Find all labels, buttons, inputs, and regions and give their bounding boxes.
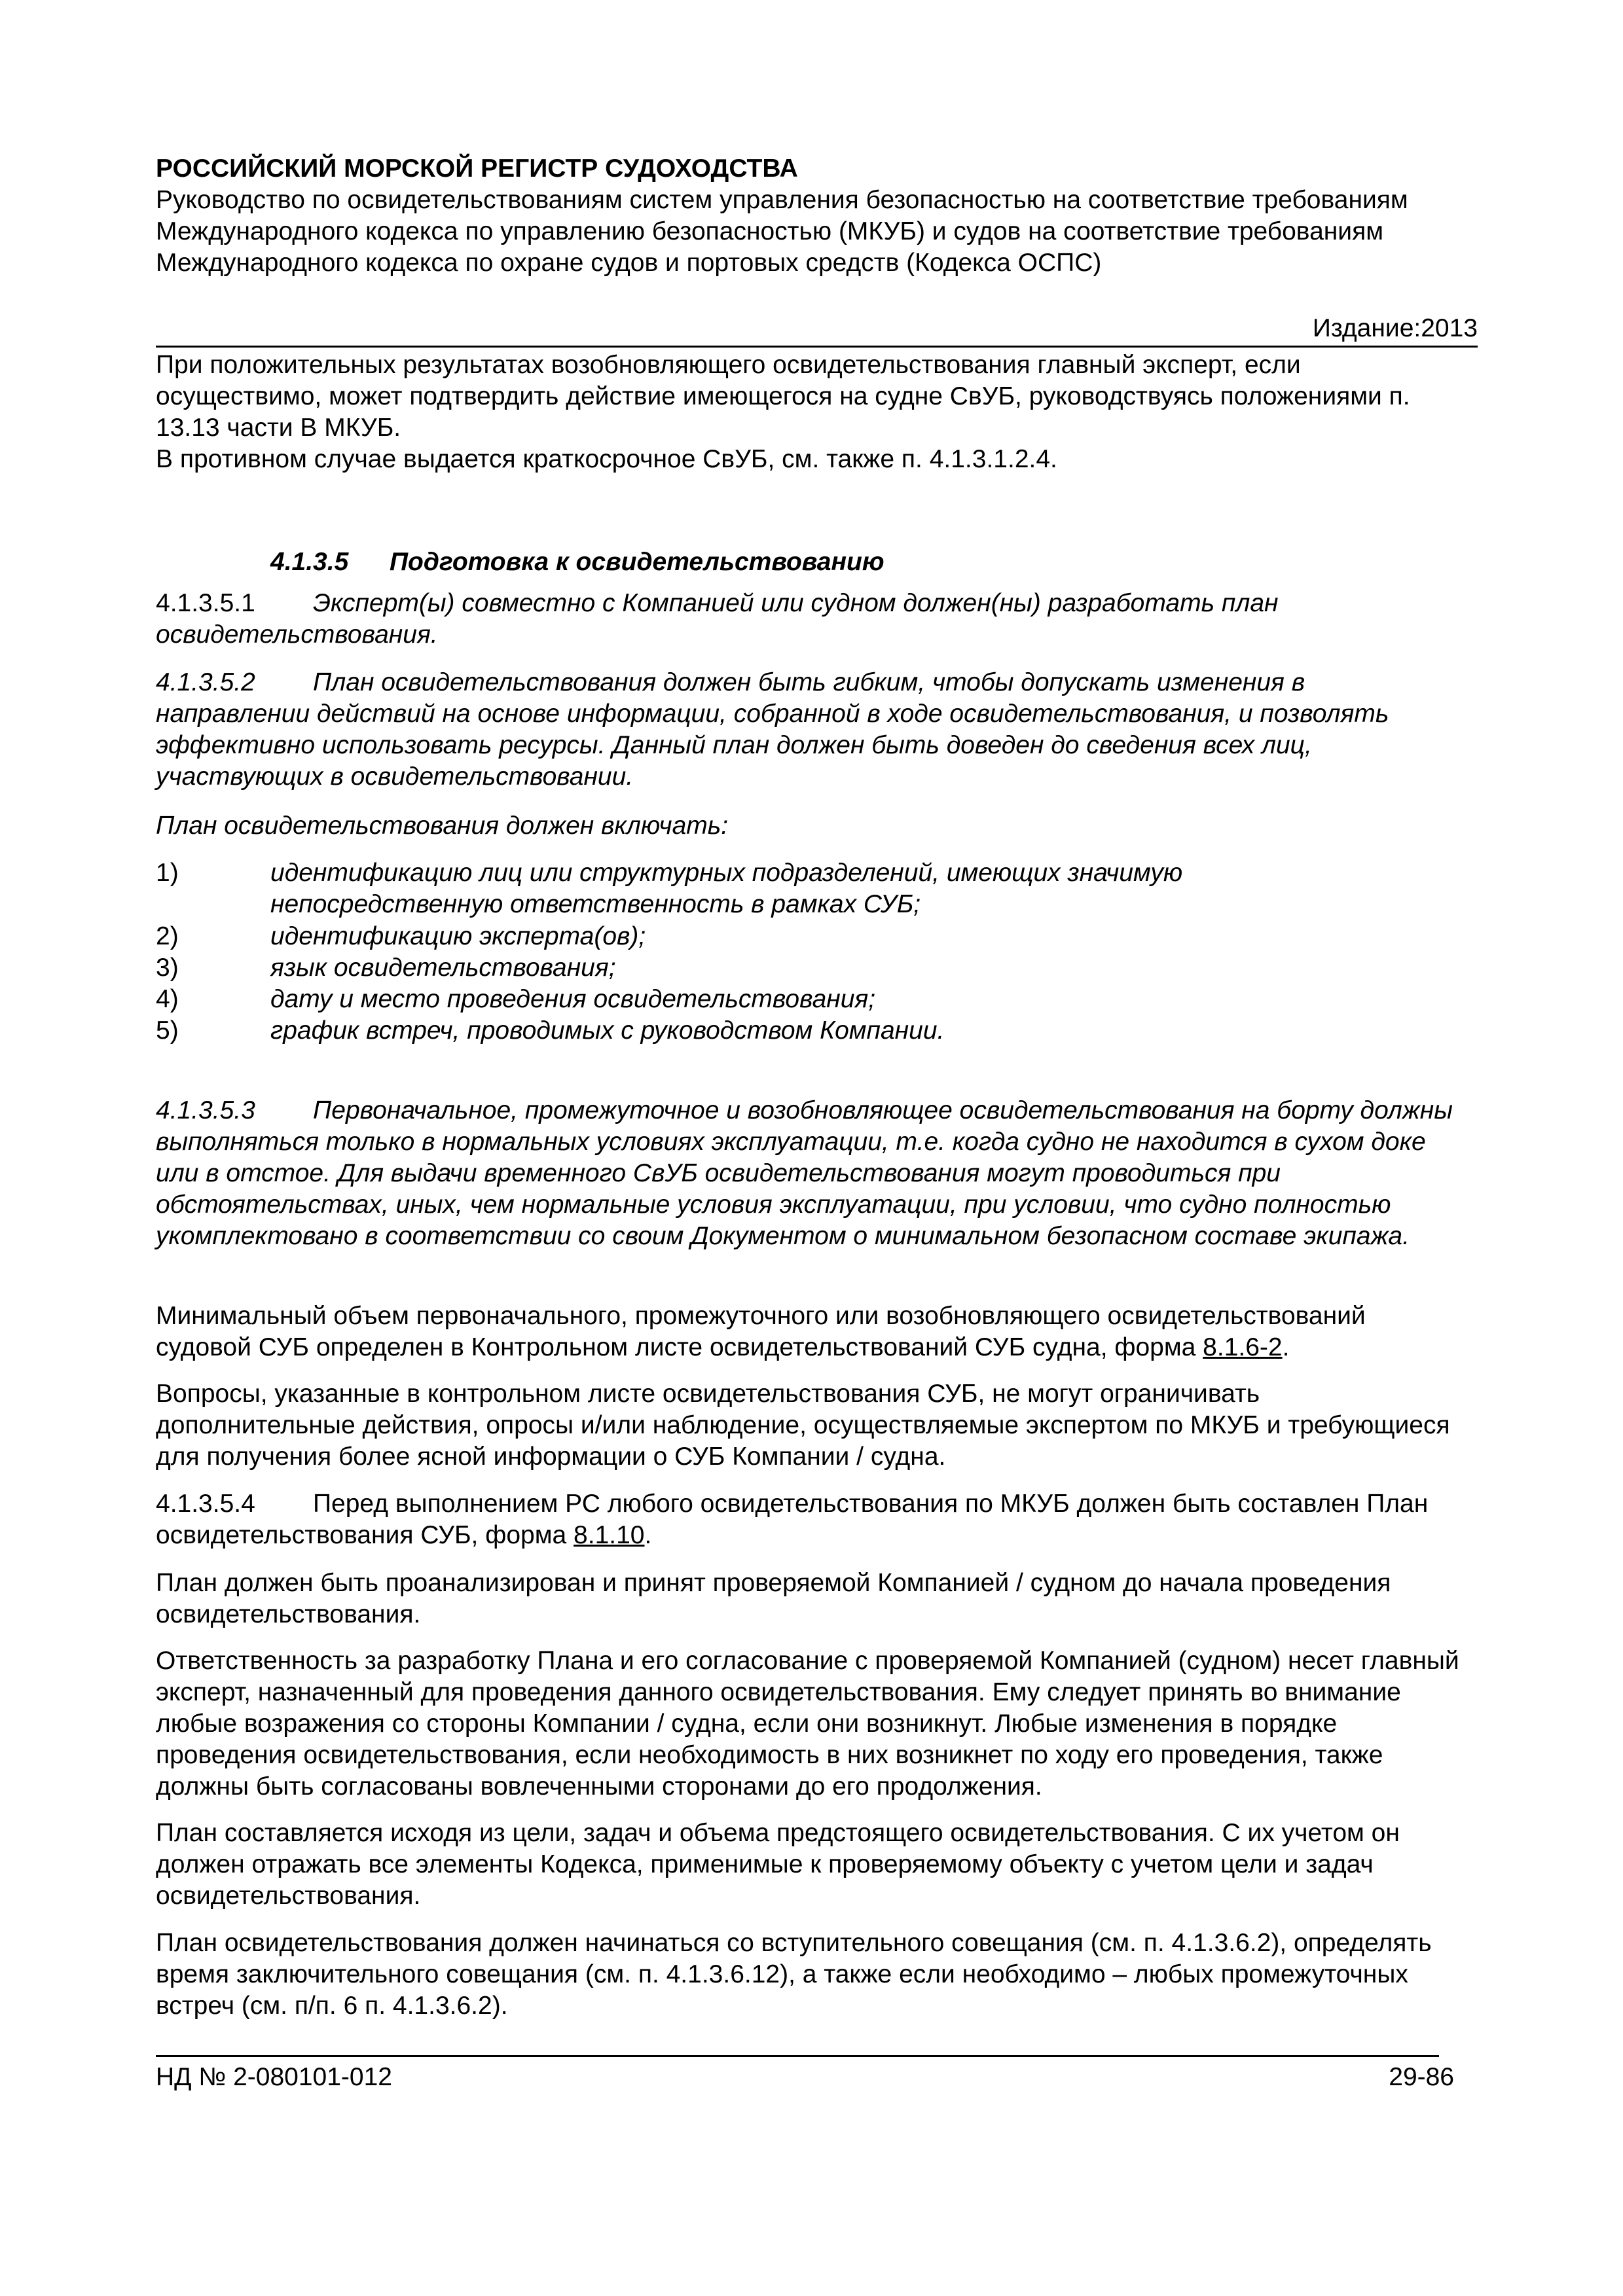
list-item-text: идентификацию лиц или структурных подразделений, имеющих значимую непосредственную ответственность в рамках СУБ; — [270, 859, 1183, 918]
paragraph-4-1-3-5-2 — [156, 667, 1465, 793]
plan-intro: План освидетельствования должен включать: — [156, 812, 729, 840]
section-number: 4.1.3.5 — [270, 548, 349, 576]
paragraph-number: 4.1.3.5.4 — [156, 1490, 255, 1518]
list-item-number: 4) — [156, 985, 179, 1013]
paragraph-number: 4.1.3.5.1 — [156, 589, 255, 617]
questions-paragraph: Вопросы, указанные в контрольном листе освидетельствования СУБ, не могут ограничивать дополнительные действия, опросы и/или наблюдение, осуществляемые экспертом по МКУБ и требующиеся для получения более ясной информации о СУБ Компании / судна. — [156, 1380, 1450, 1471]
paragraph-number: 4.1.3.5.3 — [156, 1096, 255, 1124]
footer-divider — [156, 2055, 1439, 2057]
plan-analyzed-paragraph: План должен быть проанализирован и принят проверяемой Компанией / судном до начала проведения освидетельствования. — [156, 1569, 1391, 1628]
intro-paragraph-1: При положительных результатах возобновляющего освидетельствования главный эксперт, если осуществимо, может подтвердить действие имеющегося на судне СвУБ, руководствуясь положениями п. 13.13 части В МКУБ. — [156, 351, 1410, 442]
list-item-text: график встреч, проводимых с руководством Компании. — [270, 1016, 945, 1045]
paragraph-4-1-3-5-3 — [156, 1095, 1465, 1252]
list-item-text: идентификацию эксперта(ов); — [270, 922, 646, 950]
document-subtitle: Руководство по освидетельствованиям систем управления безопасностью на соответствие требованиям Международного кодекса по управлению безопасностью (МКУБ) и судов на соответствие требованиям Международного кодекса по охране судов и портовых средств (Кодекса ОСПС) — [156, 186, 1408, 277]
list-item-number: 3) — [156, 954, 179, 982]
page-number: 29-86 — [1389, 2063, 1454, 2091]
section-heading — [270, 547, 884, 578]
responsibility-paragraph: Ответственность за разработку Плана и его согласование с проверяемой Компанией (судном) несет главный эксперт, назначенный для проведения данного освидетельствования. Ему следует принять во внимание любые возражения со стороны Компании / судна, если они возникнут. Любые изменения в порядке проведения освидетельствования, если необходимость в них возникнет по ходу его проведения, также должны быть согласованы вовлеченными сторонами до его продолжения. — [156, 1647, 1459, 1801]
document-number: НД № 2-080101-012 — [156, 2063, 392, 2091]
paragraph-text: План освидетельствования должен быть гибким, чтобы допускать изменения в направлении действий на основе информации, собранной в ходе освидетельствования, и позволять эффективно использовать ресурсы. Данный план должен быть доведен до сведения всех лиц, участвующих в освидетельствовании. — [156, 668, 1389, 791]
minimum-scope-paragraph: Минимальный объем первоначального, промежуточного или возобновляющего освидетельствований судовой СУБ определен в Контрольном листе освидетельствований СУБ судна, форма 8.1.6-2. — [156, 1302, 1366, 1361]
list-item-text: дату и место проведения освидетельствования; — [270, 985, 876, 1013]
intro-paragraph-2: В противном случае выдается краткосрочное СвУБ, см. также п. 4.1.3.1.2.4. — [156, 445, 1057, 473]
form-8-1-10-link[interactable]: 8.1.10 — [574, 1521, 645, 1549]
paragraph-4-1-3-5-4: 4.1.3.5.4 Перед выполнением РС любого освидетельствования по МКУБ должен быть составлен План освидетельствования СУБ, форма 8.1.10. — [156, 1490, 1429, 1549]
paragraph-4-1-3-5-1 — [156, 588, 1465, 651]
form-8-1-6-2-link[interactable]: 8.1.6-2 — [1203, 1333, 1283, 1361]
organization-title: РОССИЙСКИЙ МОРСКОЙ РЕГИСТР СУДОХОДСТВА — [156, 154, 798, 183]
list-item-number: 1) — [156, 859, 179, 887]
paragraph-text: Первоначальное, промежуточное и возобновляющее освидетельствования на борту должны выполняться только в нормальных условиях эксплуатации, т.е. когда судно не находится в сухом доке или в отстое. Для выдачи временного СвУБ освидетельствования могут проводиться при обстоятельствах, иных, чем нормальные условия эксплуатации, при условии, что судно полностью укомплектовано в соответствии со своим Документом о минимальном безопасном составе экипажа. — [156, 1096, 1453, 1250]
edition-label: Издание:2013 — [1312, 314, 1478, 342]
list-item-text: язык освидетельствования; — [270, 954, 616, 982]
section-title: Подготовка к освидетельствованию — [390, 548, 884, 576]
plan-start-paragraph: План освидетельствования должен начинаться со вступительного совещания (см. п. 4.1.3.6.2), определять время заключительного совещания (см. п. 4.1.3.6.12), а также если необходимо – любых промежуточных встреч (см. п/п. 6 п. 4.1.3.6.2). — [156, 1929, 1432, 2020]
paragraph-number: 4.1.3.5.2 — [156, 668, 255, 696]
header-divider — [156, 346, 1478, 348]
plan-composed-paragraph: План составляется исходя из цели, задач и объема предстоящего освидетельствования. С их учетом он должен отражать все элементы Кодекса, применимые к проверяемому объекту с учетом цели и задач освидетельствования. — [156, 1819, 1400, 1910]
list-item-number: 2) — [156, 922, 179, 950]
paragraph-text: Эксперт(ы) совместно с Компанией или судном должен(ны) разработать план освидетельствования. — [156, 589, 1279, 649]
paragraph-text: Перед выполнением РС любого освидетельствования по МКУБ должен быть составлен План освидетельствования СУБ, форма — [156, 1490, 1429, 1549]
list-item-number: 5) — [156, 1016, 179, 1045]
